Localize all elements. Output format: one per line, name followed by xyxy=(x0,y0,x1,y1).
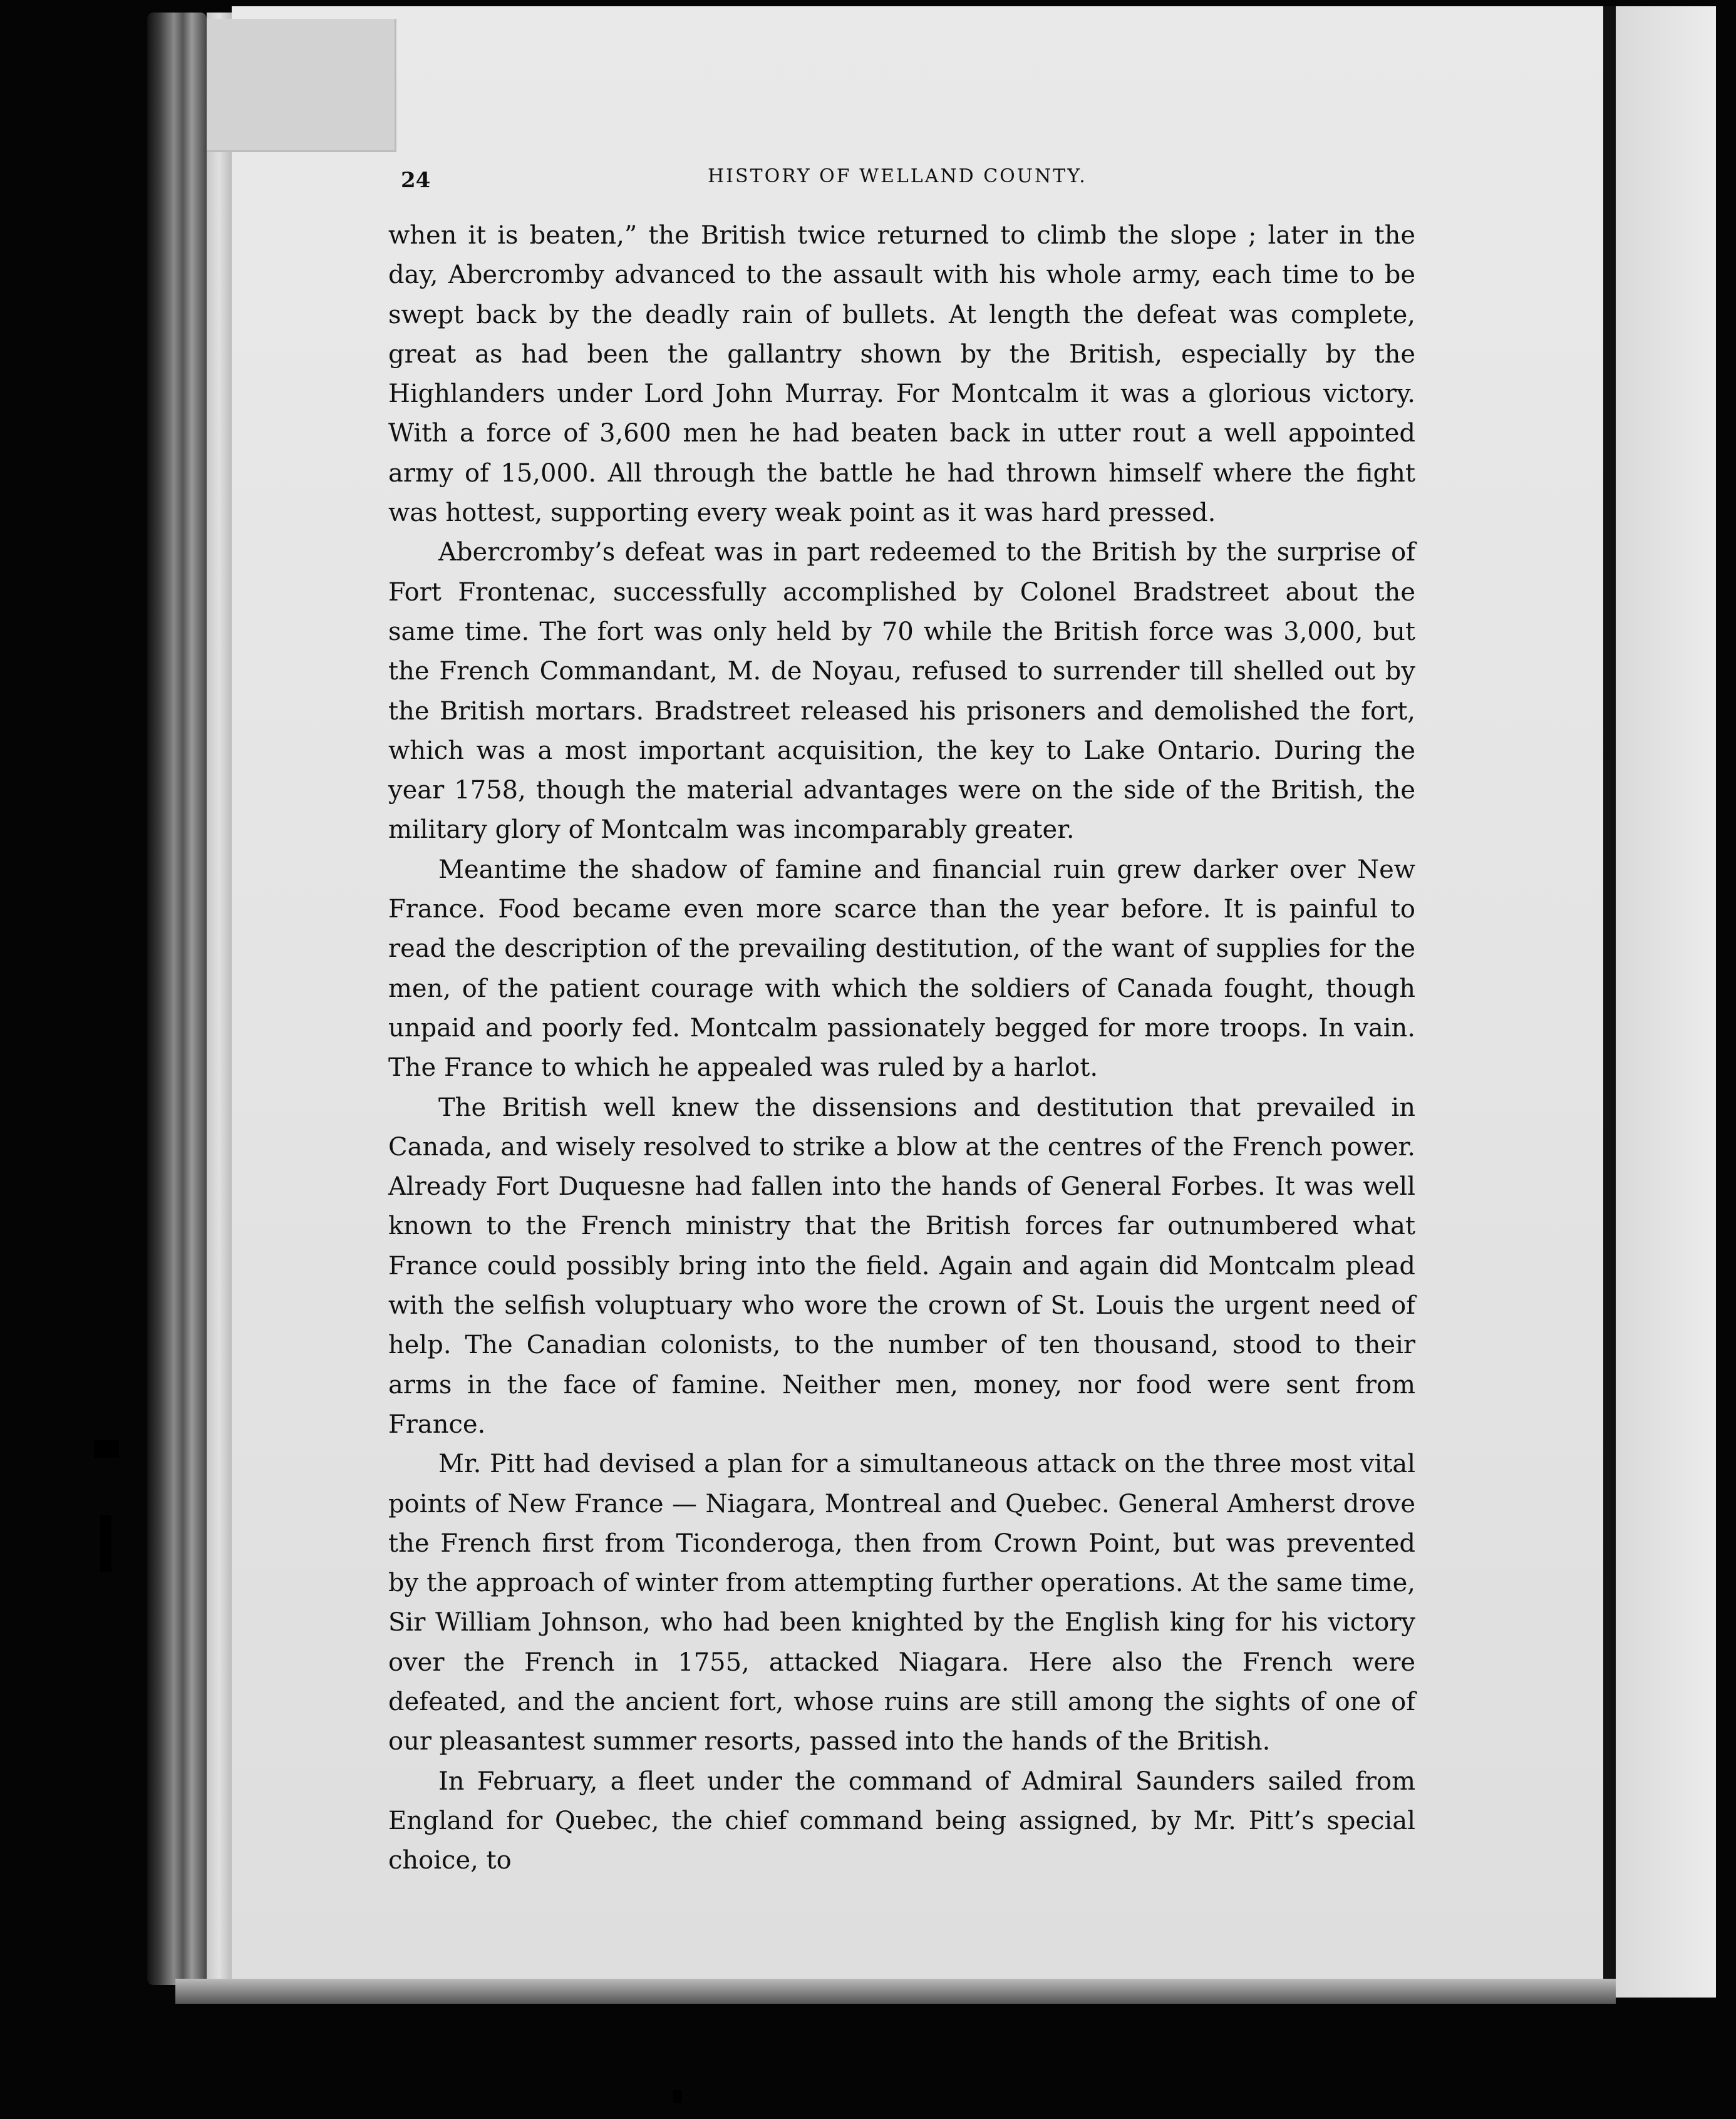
running-title: HISTORY OF WELLAND COUNTY. xyxy=(708,165,1087,187)
paragraph: Meantime the shadow of famine and financial ruin grew darker over New France. Food became even more scarce than the year before. It is painful to read the description of the prevailing destitution, of the want of supplies for the men, of the patient courage with which the soldiers of Canada fought, though unpaid and poorly fed. Montcalm passionately begged for more troops. In vain. The France to which he appealed was ruled by a harlot. xyxy=(388,855,1415,1083)
paragraph: Mr. Pitt had devised a plan for a simultaneous attack on the three most vital points of New France — Niagara, Montreal and Quebec. General Amherst drove the French first from Ticonderoga, then from Crown Point, but was prevented by the approach of winter from attempting further operations. At the same time, Sir William Johnson, who had been knighted by the English king for his victory over the French in 1755, attacked Niagara. Here also the French were defeated, and the ancient fort, whose ruins are still among the sights of one of our pleasantest summer resorts, passed into the hands of the British. xyxy=(388,1450,1415,1756)
tape-mark xyxy=(207,19,396,152)
body-text xyxy=(388,216,1415,1880)
binding-tab-mark xyxy=(94,1440,119,1458)
paragraph: The British well knew the dissensions and destitution that prevailed in Canada, and wisely resolved to strike a blow at the centres of the French power. Already Fort Duquesne had fallen into the hands of General Forbes. It was well known to the French ministry that the British forces far outnumbered what France could possibly bring into the field. Again and again did Montcalm plead with the selfish voluptuary who wore the crown of St. Louis the urgent need of help. The Canadian colonists, to the number of ten thousand, stood to their arms in the face of famine. Neither men, money, nor food were sent from France. xyxy=(388,1093,1415,1439)
book-binding xyxy=(147,13,207,1985)
scan-speck xyxy=(673,2090,682,2103)
paragraph: when it is beaten,” the British twice returned to climb the slope ; later in the day, Abercromby advanced to the assault with his whole army, each time to be swept back by the deadly rain of bullets. At length the defeat was complete, great as had been the gallantry shown by the British, especially by the Highlanders under Lord John Murray. For Montcalm it was a glorious victory. With a force of 3,600 men he had beaten back in utter rout a well appointed army of 15,000. All through the battle he had thrown himself where the fight was hottest, supporting every weak point as it was hard pressed. xyxy=(388,221,1415,528)
right-frame-edge xyxy=(1603,6,1616,1998)
bottom-page-edge xyxy=(175,1979,1616,2004)
page-header xyxy=(401,164,1428,193)
binding-tab-mark xyxy=(100,1515,111,1572)
page-edge-strip xyxy=(207,13,232,1985)
paragraph: In February, a fleet under the command of Admiral Saunders sailed from England for Quebec, the chief command being assigned, by Mr. Pitt’s special choice, to xyxy=(388,1766,1415,1875)
page-number: 24 xyxy=(401,168,431,193)
facing-page-edge xyxy=(1616,6,1716,1998)
paragraph: Abercromby’s defeat was in part redeemed to the British by the surprise of Fort Frontenac, successfully accomplished by Colonel Bradstreet about the same time. The fort was only held by 70 while the British force was 3,000, but the French Commandant, M. de Noyau, refused to surrender till shelled out by the British mortars. Bradstreet released his prisoners and demolished the fort, which was a most important acquisition, the key to Lake Ontario. During the year 1758, though the material advantages were on the side of the British, the military glory of Montcalm was incomparably greater. xyxy=(388,538,1415,845)
